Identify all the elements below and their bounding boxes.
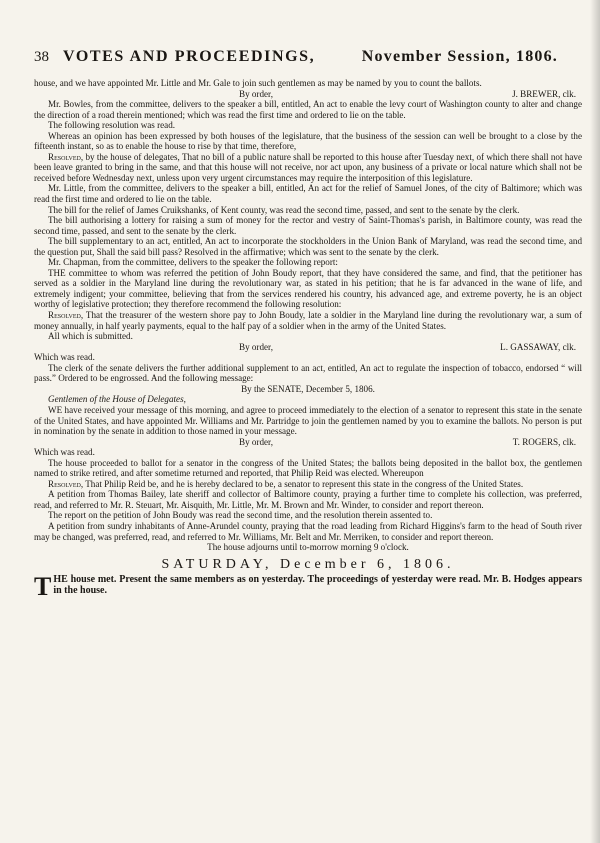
paragraph: Mr. Little, from the committee, delivers to the speaker a bill, entitled, An act for the relief of Samuel Jones, of the city of Baltimore; which was read the first time and ordered to lie on the table.: [34, 183, 582, 205]
page-header: [34, 48, 558, 78]
signature-by: By order,: [239, 88, 273, 99]
paragraph: A petition from sundry inhabitants of Anne-Arundel county, praying that the road leading from Richard Higgins's farm to the head of South river may be changed, was preferred, read, and referred to Mr. Williams, Mr. Belt and Mr. Merriken, to consider and report thereon.: [34, 520, 582, 542]
paragraph: All which is submitted.: [48, 331, 133, 342]
signature-name: L. GASSAWAY, clk.: [500, 341, 576, 352]
drop-cap: T: [34, 572, 52, 602]
paragraph: [34, 310, 582, 331]
signature-line: [34, 437, 582, 448]
resolved-lead: Resolved,: [48, 310, 84, 321]
paragraph: [34, 152, 582, 184]
paragraph: The bill authorising a lottery for raising a sum of money for the rector and vestry of Saint-Thomas's parish, in Baltimore county, was read the second time, passed, and sent to the senate by the clerk.: [34, 215, 582, 236]
signature-by: By order,: [239, 436, 273, 447]
page-body: [34, 78, 582, 602]
resolved-lead: Resolved,: [48, 478, 84, 489]
signature-by: By order,: [239, 341, 273, 352]
salutation: Gentlemen of the House of Delegates,: [48, 394, 186, 405]
running-title: VOTES AND PROCEEDINGS,: [63, 48, 316, 65]
paragraph: [34, 572, 582, 602]
paragraph: The bill supplementary to an act, entitled, An act to incorporate the stockholders in the Union Bank of Maryland, was read the second time, and the question put, Shall the said bill pass? Resolved in the affirmative; which was sent to the senate by the clerk.: [34, 236, 582, 257]
signature-line: [34, 342, 582, 353]
paragraph: THE committee to whom was referred the petition of John Boudy report, that they have considered the same, and find, that the petitioner has served as a soldier in the Maryland line during the revolutionary war, as stated in his petition; that he is far advanced in the wane of life, and extremely indigent; your committee, believing that from the services rendered his country, his advanced age, and extreme poverty, he is an object worthy of legislative protection; they therefore recommend the following resolution:: [34, 267, 582, 310]
paragraph: The clerk of the senate delivers the further additional supplement to an act, entitled, An act to regulate the inspection of tobacco, endorsed “ will pass.” Ordered to be engrossed. And the following message:: [34, 362, 582, 384]
session-label: November Session, 1806.: [361, 48, 558, 65]
paragraph: [34, 479, 582, 490]
day-heading: SATURDAY, December 6, 1806.: [161, 556, 455, 572]
signature-line: [34, 89, 582, 100]
paragraph: A petition from Thomas Bailey, late sheriff and collector of Baltimore county, praying a further time to complete his collection, was preferred, read, and referred to Mr. R. Steuart, Mr. Aisquith, Mr. Little, Mr. M. Brown and Mr. Winder, to consider and report thereon.: [34, 489, 582, 510]
paragraph: house, and we have appointed Mr. Little and Mr. Gale to join such gentlemen as may be named by you to count the ballots.: [34, 78, 482, 88]
signature-name: J. BREWER, clk.: [512, 88, 576, 99]
paragraph: Which was read.: [34, 352, 95, 363]
paragraph: The following resolution was read.: [48, 120, 176, 131]
paragraph: The bill for the relief of James Cruikshanks, of Kent county, was read the second time, passed, and sent to the senate by the clerk.: [48, 204, 520, 215]
paragraph: Whereas an opinion has been expressed by both houses of the legislature, that the business of the session can well be brought to a close by the fifteenth instant, so as to enable the house to rise by that time, therefore,: [34, 130, 582, 152]
paragraph-text: by the house of delegates, That no bill of a public nature shall be reported to this house after Tuesday next, of which there shall not have been leave granted to bring in the same, and that this house will not receive, nor act upon, any business of a private or local nature which shall not be received before Wednesday next, unless upon very urgent circumstances may require the interposition of this legislature.: [34, 151, 582, 183]
resolved-lead: Resolved,: [48, 151, 84, 162]
paragraph-text: That the treasurer of the western shore pay to John Boudy, late a soldier in the Maryland line during the revolutionary war, a sum of money annually, in half yearly payments, equal to the half pay of a soldier when in the army of the United States.: [34, 310, 582, 331]
paragraph: Mr. Chapman, from the committee, delivers to the speaker the following report:: [48, 257, 338, 268]
paragraph: The report on the petition of John Boudy was read the second time, and the resolution therein assented to.: [48, 510, 433, 521]
paragraph: The house proceeded to ballot for a senator in the congress of the United States; the ballots being deposited in the ballot box, the gentlemen named to strike retired, and after sometime returned and reported, that Philip Reid was elected. Whereupon: [34, 457, 582, 479]
paragraph: Mr. Bowles, from the committee, delivers to the speaker a bill, entitled, An act to enable the levy court of Washington county to alter and change the direction of a road therein mentioned; which was read the first time and ordered to lie on the table.: [34, 99, 582, 120]
adjournment-line: The house adjourns until to-morrow morning 9 o'clock.: [207, 542, 409, 553]
paragraph-text: That Philip Reid be, and he is hereby declared to be, a senator to represent this state in the congress of the United States.: [83, 478, 524, 489]
page-number: 38: [34, 49, 49, 65]
paragraph: Which was read.: [34, 447, 95, 458]
signature-name: T. ROGERS, clk.: [512, 436, 576, 447]
paragraph: WE have received your message of this morning, and agree to proceed immediately to the election of a senator to represent this state in the senate of the United States, and have appointed Mr. Williams and Mr. Partridge to join the gentlemen named by you to examine the ballots. No person is put in nomination by the senate in addition to those named in your message.: [34, 404, 582, 437]
paragraph-text: HE house met. Present the same members as on yesterday. The proceedings of yesterday were read. Mr. B. Hodges appears in the house.: [53, 574, 582, 596]
senate-dateline: By the SENATE, December 5, 1806.: [241, 383, 375, 394]
